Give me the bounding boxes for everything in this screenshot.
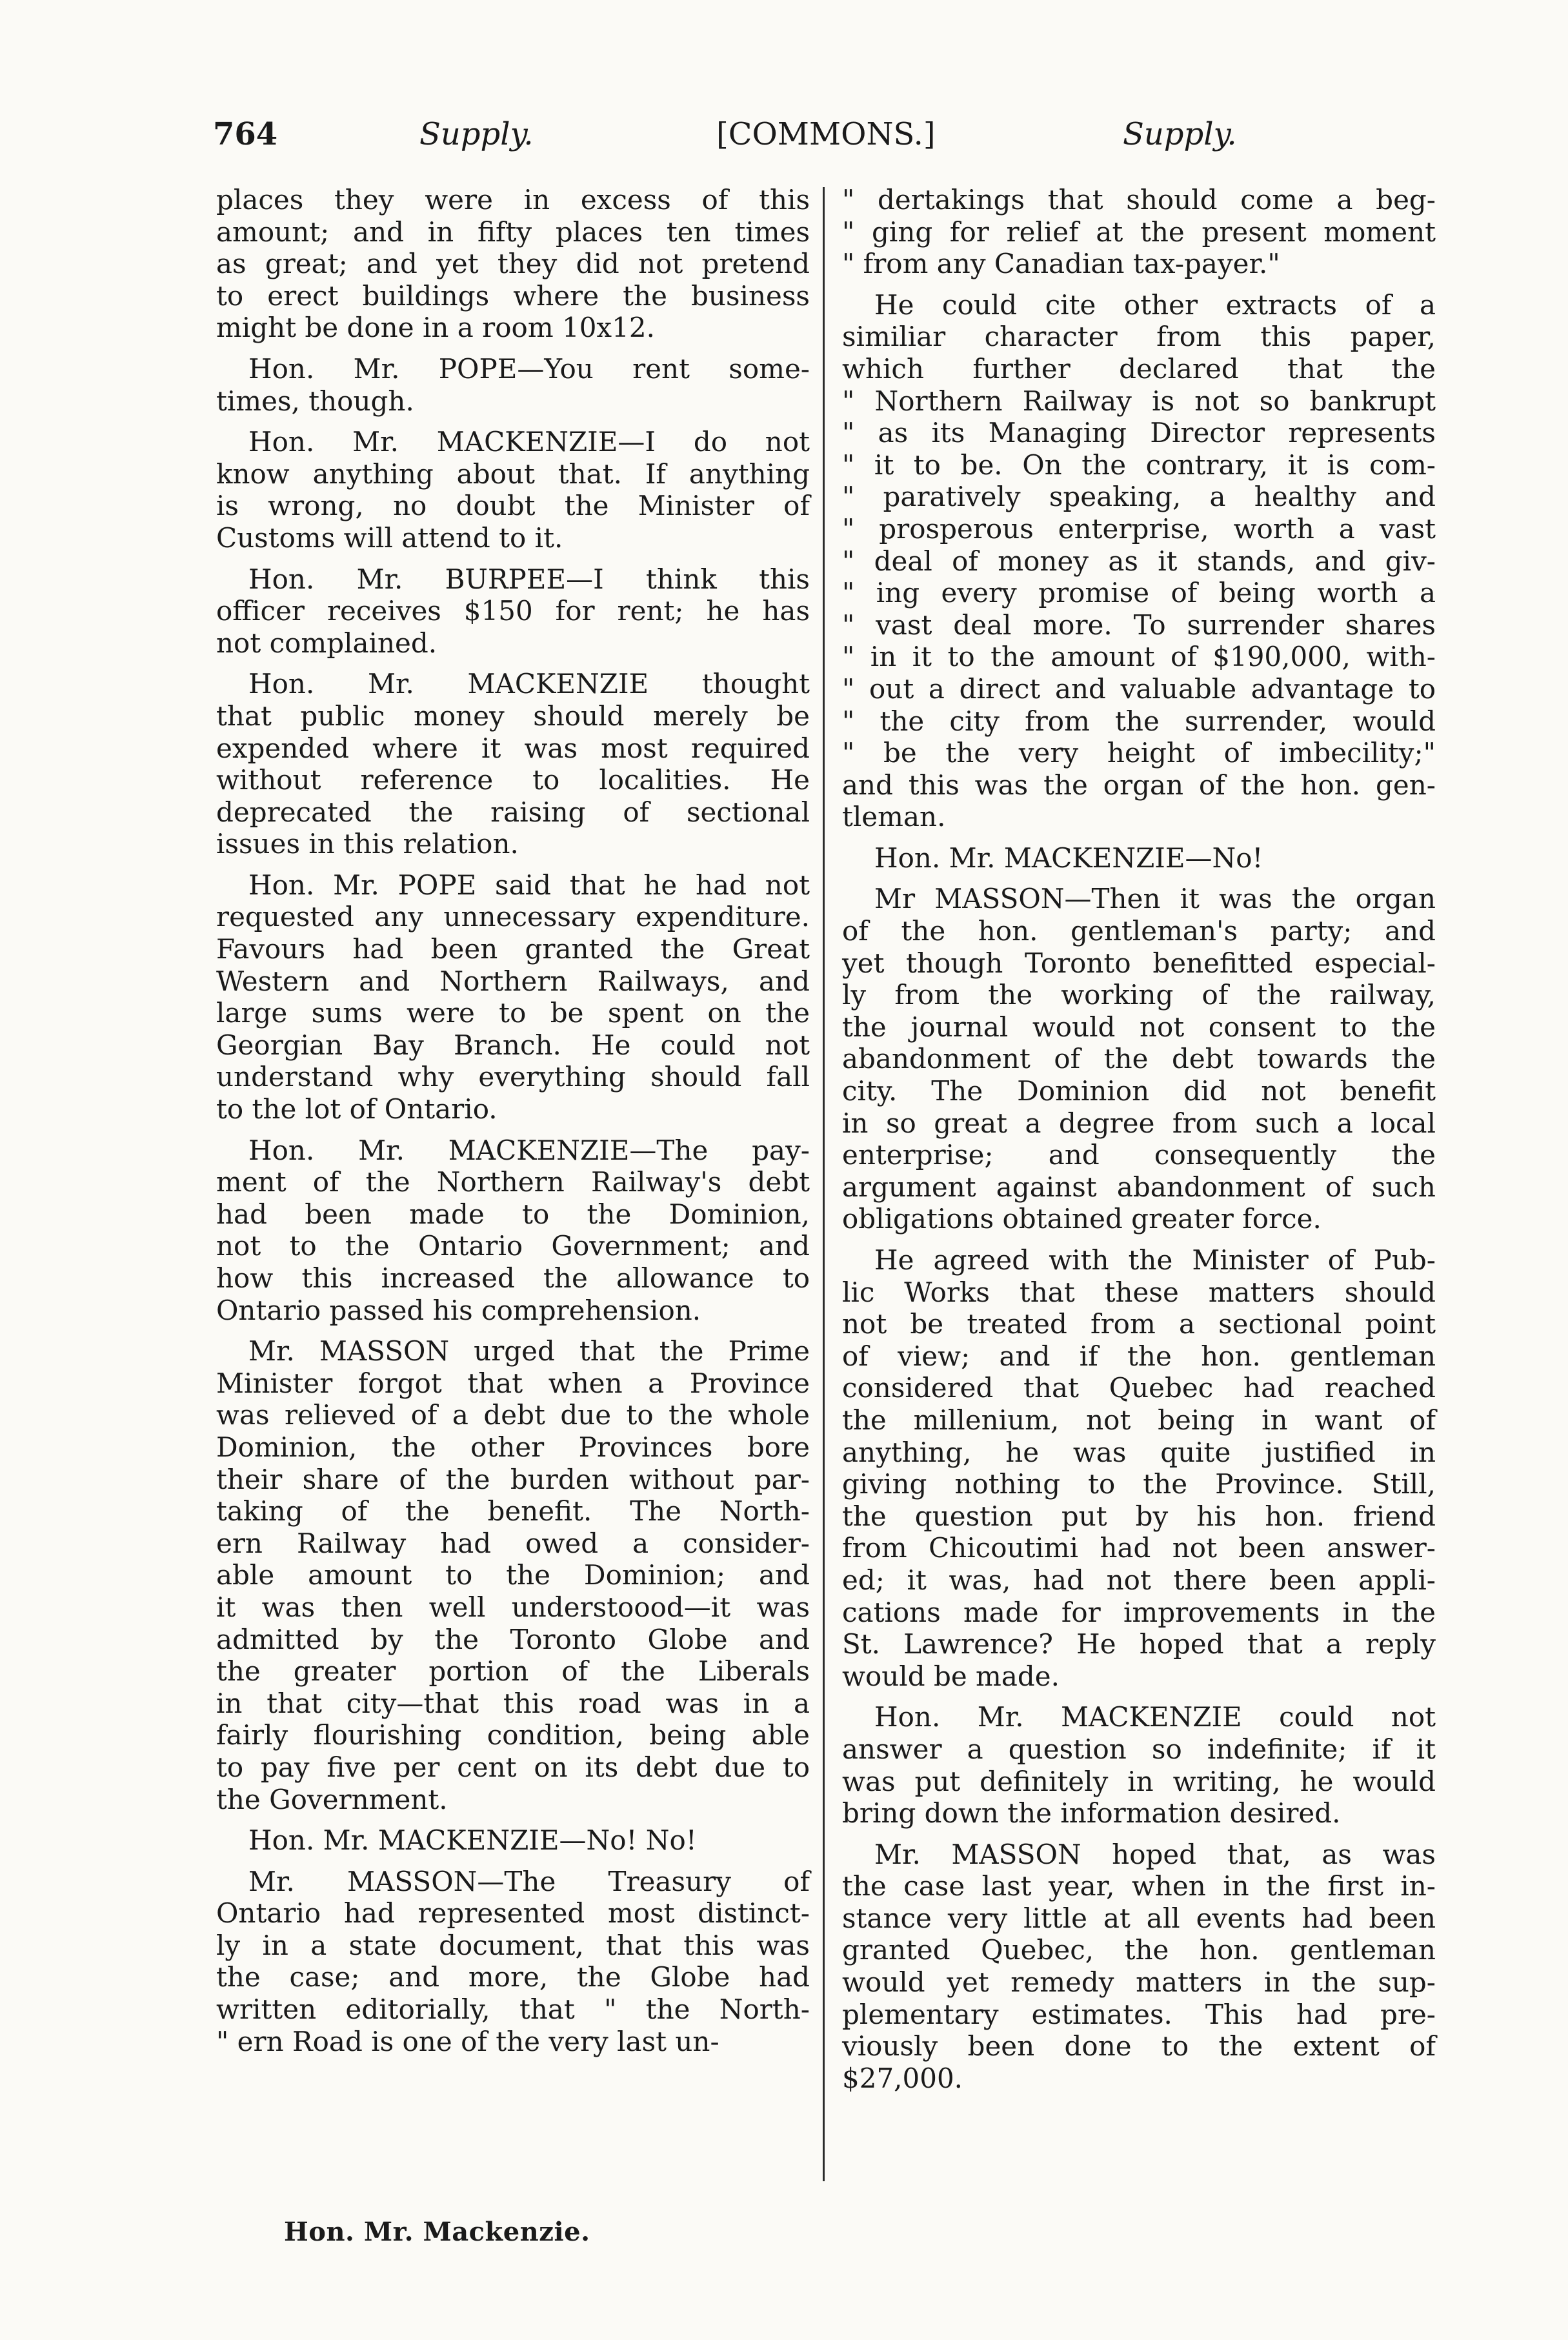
text-line: " prosperous enterprise, worth a vast bbox=[842, 512, 1436, 545]
right-text-column bbox=[842, 184, 1436, 2103]
text-line: " deal of money as it stands, and giv- bbox=[842, 545, 1436, 577]
text-line: in that city—that this road was in a bbox=[216, 1687, 810, 1719]
text-line: ed; it was, had not there been appli- bbox=[842, 1564, 1436, 1596]
footer-catchword: Hon. Mr. Mackenzie. bbox=[284, 2217, 590, 2247]
text-line: ern Railway had owed a consider- bbox=[216, 1527, 810, 1559]
running-header bbox=[213, 116, 1258, 174]
text-line: ly in a state document, that this was bbox=[216, 1929, 810, 1961]
text-line: to pay five per cent on its debt due to bbox=[216, 1751, 810, 1783]
text-line: Favours had been granted the Great bbox=[216, 933, 810, 965]
paragraph bbox=[842, 1701, 1436, 1829]
text-line: was put definitely in writing, he would bbox=[842, 1765, 1436, 1797]
text-line: obligations obtained greater force. bbox=[842, 1203, 1322, 1235]
paragraph bbox=[842, 883, 1436, 1235]
text-line: abandonment of the debt towards the bbox=[842, 1043, 1436, 1075]
text-line: " the city from the surrender, would bbox=[842, 705, 1436, 737]
text-line: Hon. Mr. BURPEE—I think this bbox=[248, 563, 810, 595]
text-line: enterprise; and consequently the bbox=[842, 1139, 1436, 1171]
text-line: admitted by the Toronto Globe and bbox=[216, 1623, 810, 1655]
text-line: from Chicoutimi had not been answer- bbox=[842, 1532, 1436, 1564]
text-line: Hon. Mr. MACKENZIE—No! bbox=[874, 842, 1263, 874]
text-line: $27,000. bbox=[842, 2062, 963, 2094]
text-line: as great; and yet they did not pretend bbox=[216, 248, 810, 280]
text-line: argument against abandonment of such bbox=[842, 1171, 1436, 1203]
text-line: plementary estimates. This had pre- bbox=[842, 1998, 1436, 2030]
text-line: know anything about that. If anything bbox=[216, 458, 810, 490]
text-line: Mr. MASSON—The Treasury of bbox=[248, 1865, 810, 1897]
text-line: the question put by his hon. friend bbox=[842, 1500, 1436, 1532]
text-line: Mr MASSON—Then it was the organ bbox=[874, 883, 1436, 915]
text-line: taking of the benefit. The North- bbox=[216, 1495, 810, 1528]
text-line: St. Lawrence? He hoped that a reply bbox=[842, 1628, 1436, 1660]
text-line: similiar character from this paper, bbox=[842, 321, 1436, 353]
text-line: how this increased the allowance to bbox=[216, 1262, 810, 1294]
text-line: to the lot of Ontario. bbox=[216, 1093, 498, 1125]
text-line: the millenium, not being in want of bbox=[842, 1404, 1436, 1436]
text-line: able amount to the Dominion; and bbox=[216, 1559, 810, 1591]
text-line: Hon. Mr. POPE said that he had not bbox=[248, 869, 810, 901]
text-line: of view; and if the hon. gentleman bbox=[842, 1340, 1436, 1372]
text-line: ly from the working of the railway, bbox=[842, 979, 1436, 1011]
text-line: requested any unnecessary expenditure. bbox=[216, 901, 810, 933]
text-line: fairly flourishing condition, being able bbox=[216, 1719, 810, 1751]
paragraph bbox=[216, 1135, 810, 1327]
text-line: Dominion, the other Provinces bore bbox=[216, 1431, 810, 1463]
center-running-title: [COMMONS.] bbox=[716, 116, 936, 152]
right-running-title: Supply. bbox=[1123, 116, 1237, 152]
text-line: of the hon. gentleman's party; and bbox=[842, 915, 1436, 947]
text-line: " paratively speaking, a healthy and bbox=[842, 481, 1436, 513]
text-line: that public money should merely be bbox=[216, 700, 810, 732]
paragraph bbox=[216, 563, 810, 660]
text-line: written editorially, that " the North- bbox=[216, 1993, 810, 2026]
text-line: stance very little at all events had been bbox=[842, 1902, 1436, 1934]
text-line: He agreed with the Minister of Pub- bbox=[874, 1244, 1436, 1276]
paragraph bbox=[216, 1866, 810, 2058]
left-running-title: Supply. bbox=[419, 116, 534, 152]
text-line: " ern Road is one of the very last un- bbox=[216, 2025, 719, 2057]
text-line: the greater portion of the Liberals bbox=[216, 1655, 810, 1688]
text-line: and this was the organ of the hon. gen- bbox=[842, 769, 1436, 801]
text-line: Hon. Mr. MACKENZIE—The pay- bbox=[248, 1134, 810, 1166]
text-line: " as its Managing Director represents bbox=[842, 417, 1436, 449]
left-text-column bbox=[216, 184, 810, 2066]
text-line: it was then well understoood—it was bbox=[216, 1591, 810, 1623]
text-line: amount; and in fifty places ten times bbox=[216, 216, 810, 248]
column-divider bbox=[823, 187, 825, 2181]
paragraph bbox=[842, 289, 1436, 833]
text-line: is wrong, no doubt the Minister of bbox=[216, 490, 810, 522]
paragraph bbox=[842, 184, 1436, 280]
text-line: Hon. Mr. MACKENZIE thought bbox=[248, 668, 810, 700]
text-line: yet though Toronto benefitted especial- bbox=[842, 947, 1436, 979]
text-line: had been made to the Dominion, bbox=[216, 1198, 810, 1230]
text-line: Georgian Bay Branch. He could not bbox=[216, 1029, 810, 1061]
text-line: " out a direct and valuable advantage to bbox=[842, 672, 1436, 705]
text-line: understand why everything should fall bbox=[216, 1061, 810, 1093]
text-line: would yet remedy matters in the sup- bbox=[842, 1966, 1436, 1999]
text-line: Ontario had represented most distinct- bbox=[216, 1897, 810, 1930]
paragraph bbox=[216, 353, 810, 417]
paragraph bbox=[216, 668, 810, 860]
text-line: viously been done to the extent of bbox=[842, 2030, 1436, 2063]
text-line: officer receives $150 for rent; he has bbox=[216, 595, 810, 627]
text-line: might be done in a room 10x12. bbox=[216, 312, 655, 344]
text-line: ment of the Northern Railway's debt bbox=[216, 1166, 810, 1198]
text-line: lic Works that these matters should bbox=[842, 1276, 1436, 1308]
text-line: the journal would not consent to the bbox=[842, 1011, 1436, 1043]
text-line: " ing every promise of being worth a bbox=[842, 577, 1436, 609]
text-line: He could cite other extracts of a bbox=[874, 288, 1436, 321]
text-line: the case last year, when in the first in- bbox=[842, 1870, 1436, 1902]
paragraph bbox=[216, 184, 810, 344]
text-line: not be treated from a sectional point bbox=[842, 1308, 1436, 1340]
text-line: " in it to the amount of $190,000, with- bbox=[842, 641, 1436, 673]
paragraph bbox=[216, 1824, 810, 1857]
text-line: issues in this relation. bbox=[216, 828, 519, 860]
text-line: places they were in excess of this bbox=[216, 184, 810, 216]
text-line: granted Quebec, the hon. gentleman bbox=[842, 1934, 1436, 1966]
text-line: not complained. bbox=[216, 627, 437, 659]
text-line: times, though. bbox=[216, 385, 414, 417]
text-line: " be the very height of imbecility;" bbox=[842, 737, 1436, 769]
text-line: Mr. MASSON hoped that, as was bbox=[874, 1838, 1436, 1870]
text-line: city. The Dominion did not benefit bbox=[842, 1075, 1436, 1107]
text-line: tleman. bbox=[842, 801, 946, 833]
text-line: which further declared that the bbox=[842, 352, 1436, 385]
text-line: was relieved of a debt due to the whole bbox=[216, 1399, 810, 1431]
text-line: Ontario passed his comprehension. bbox=[216, 1294, 701, 1326]
text-line: Hon. Mr. MACKENZIE—No! No! bbox=[248, 1824, 697, 1857]
text-line: in so great a degree from such a local bbox=[842, 1107, 1436, 1139]
paragraph bbox=[216, 1335, 810, 1815]
paragraph bbox=[216, 869, 810, 1125]
text-line: " Northern Railway is not so bankrupt bbox=[842, 385, 1436, 417]
text-line: not to the Ontario Government; and bbox=[216, 1230, 810, 1262]
paragraph bbox=[842, 842, 1436, 874]
text-line: deprecated the raising of sectional bbox=[216, 796, 810, 828]
text-line: Hon. Mr. POPE—You rent some- bbox=[248, 352, 810, 385]
text-line: bring down the information desired. bbox=[842, 1797, 1341, 1830]
text-line: Minister forgot that when a Province bbox=[216, 1367, 810, 1399]
text-line: " ging for relief at the present moment bbox=[842, 216, 1436, 248]
text-line: large sums were to be spent on the bbox=[216, 997, 810, 1029]
text-line: " dertakings that should come a beg- bbox=[842, 184, 1436, 216]
text-line: Hon. Mr. MACKENZIE—I do not bbox=[248, 426, 810, 458]
text-line: Hon. Mr. MACKENZIE could not bbox=[874, 1701, 1436, 1733]
text-line: giving nothing to the Province. Still, bbox=[842, 1468, 1436, 1500]
text-line: " vast deal more. To surrender shares bbox=[842, 609, 1436, 641]
text-line: answer a question so indefinite; if it bbox=[842, 1733, 1436, 1765]
paragraph bbox=[842, 1839, 1436, 2095]
text-line: Western and Northern Railways, and bbox=[216, 965, 810, 997]
text-line: the case; and more, the Globe had bbox=[216, 1961, 810, 1993]
text-line: the Government. bbox=[216, 1783, 448, 1815]
text-line: Customs will attend to it. bbox=[216, 521, 563, 554]
page-number: 764 bbox=[213, 116, 278, 152]
paragraph bbox=[216, 426, 810, 554]
text-line: " from any Canadian tax-payer." bbox=[842, 248, 1280, 280]
text-line: expended where it was most required bbox=[216, 732, 810, 764]
text-line: Mr. MASSON urged that the Prime bbox=[248, 1335, 810, 1367]
paragraph bbox=[842, 1244, 1436, 1692]
text-line: to erect buildings where the business bbox=[216, 279, 810, 312]
text-line: " it to be. On the contrary, it is com- bbox=[842, 449, 1436, 481]
text-line: considered that Quebec had reached bbox=[842, 1372, 1436, 1404]
text-line: anything, he was quite justified in bbox=[842, 1436, 1436, 1468]
text-line: without reference to localities. He bbox=[216, 764, 810, 796]
text-line: cations made for improvements in the bbox=[842, 1596, 1436, 1628]
text-line: their share of the burden without par- bbox=[216, 1463, 810, 1495]
text-line: would be made. bbox=[842, 1660, 1060, 1692]
